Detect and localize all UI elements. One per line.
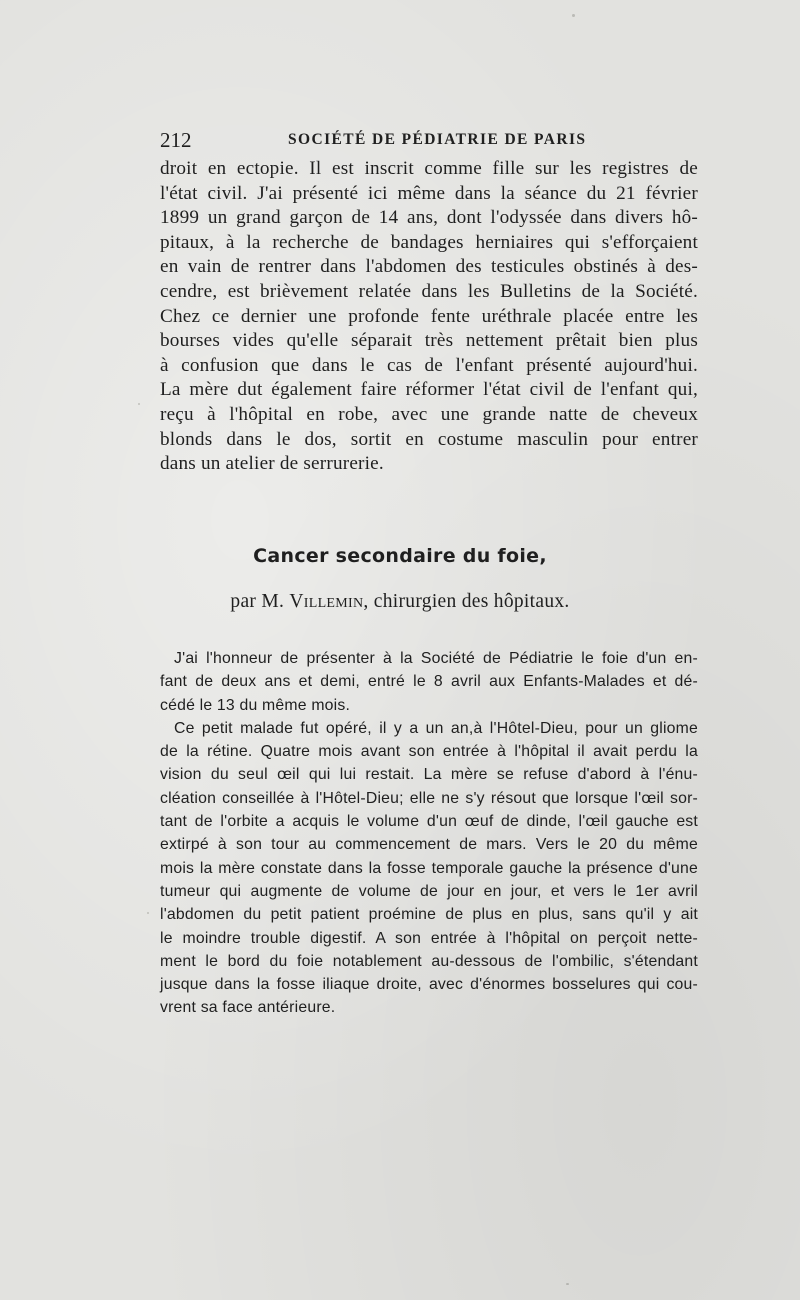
text-line: pitaux, à la recherche de bandages herniaires qui s'efforçaient — [160, 231, 698, 253]
text-line: vrent sa face antérieure. — [160, 999, 336, 1017]
article-title: Cancer secondaire du foie, — [253, 545, 547, 567]
text-line: droit en ectopie. Il est inscrit comme fille sur les registres de — [160, 158, 698, 179]
text-line: à confusion que dans le cas de l'enfant présenté aujourd'hui. — [160, 354, 698, 376]
text-line: vision du seul œil qui lui restait. La mère se refuse d'abord à l'énu- — [160, 766, 698, 784]
text-line: l'abdomen du petit patient proémine de plus en plus, sans qu'il y ait — [160, 906, 698, 924]
text-line: extirpé à son tour au commencement de mars. Vers le 20 du même — [160, 836, 698, 854]
text-line: J'ai l'honneur de présenter à la Société de Pédiatrie le foie d'un en- — [174, 650, 698, 667]
text-line: cendre, est brièvement relatée dans les Bulletins de la Société. — [160, 280, 698, 302]
paper-speck — [572, 14, 575, 17]
text-line: fant de deux ans et demi, entré le 8 avril aux Enfants-Malades et dé- — [160, 673, 698, 691]
text-line: La mère dut également faire réformer l'état civil de l'enfant qui, — [160, 379, 698, 401]
text-line: Ce petit malade fut opéré, il y a un an,à l'Hôtel-Dieu, pour un gliome — [174, 719, 698, 737]
text-line: tant de l'orbite a acquis le volume d'un œuf de dinde, l'œil gauche est — [160, 813, 698, 831]
paper-speck — [138, 403, 140, 405]
text-line: blonds dans le dos, sortit en costume masculin pour entrer — [160, 428, 698, 450]
text-line: cédé le 13 du même mois. — [160, 696, 351, 714]
page-number: 212 — [160, 128, 192, 152]
text-line: Chez ce dernier une profonde fente uréthrale placée entre les — [160, 305, 698, 327]
paper-speck — [147, 912, 149, 914]
text-line: mois la mère constate dans la fosse temporale gauche la présence d'une — [160, 859, 698, 877]
previous-article-text — [160, 157, 698, 477]
text-line: dans un atelier de serrurerie. — [160, 453, 384, 475]
byline-suffix: , chirurgien des hôpitaux. — [363, 591, 570, 612]
author-name: Villemin — [289, 591, 364, 612]
text-line: ment le bord du foie notablement au-dessous de l'ombilic, s'étendant — [160, 952, 698, 970]
text-line: le moindre trouble digestif. A son entrée à l'hôpital on perçoit nette- — [160, 929, 698, 947]
text-line: 1899 un grand garçon de 14 ans, dont l'odyssée dans divers hô- — [160, 207, 698, 229]
article-body — [160, 647, 698, 1020]
text-line: de la rétine. Quatre mois avant son entrée à l'hôpital il avait perdu la — [160, 743, 698, 761]
text-line: jusque dans la fosse iliaque droite, avec d'énormes bosselures qui cou- — [160, 976, 698, 994]
article-byline — [0, 591, 800, 613]
text-line: l'état civil. J'ai présenté ici même dans la séance du 21 février — [160, 182, 698, 204]
byline-prefix: par M. — [230, 591, 285, 612]
text-line: cléation conseillée à l'Hôtel-Dieu; elle ne s'y résout que lorsque l'œil sor- — [160, 789, 698, 807]
text-line: en vain de rentrer dans l'abdomen des testicules obstinés à des- — [160, 256, 698, 278]
text-line: tumeur qui augmente de volume de jour en jour, et vers le 1er avril — [160, 882, 698, 900]
running-head — [160, 128, 700, 158]
text-line: reçu à l'hôpital en robe, avec une grande natte de cheveux — [160, 403, 698, 425]
text-line: bourses vides qu'elle séparait très nettement prêtait bien plus — [160, 330, 698, 352]
journal-title: SOCIÉTÉ DE PÉDIATRIE DE PARIS — [288, 131, 587, 148]
paper-speck — [566, 1283, 569, 1285]
